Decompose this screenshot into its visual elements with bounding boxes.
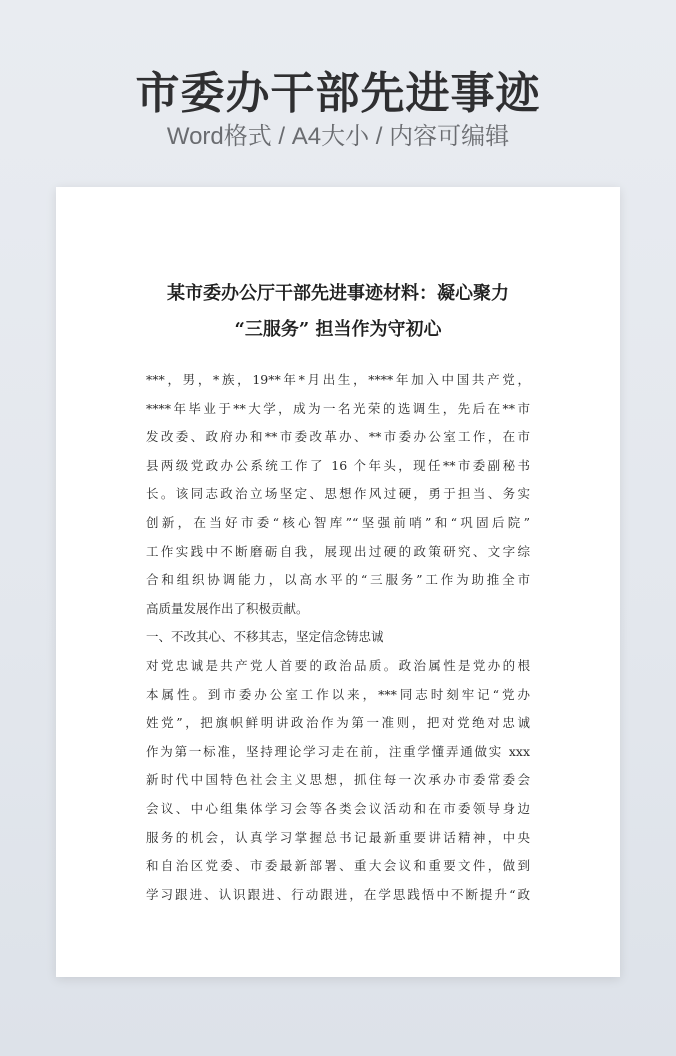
body-line: 工作实践中不断磨砺自我，展现出过硬的政策研究、文字综 bbox=[146, 543, 530, 559]
page-subtitle: Word格式 / A4大小 / 内容可编辑 bbox=[166, 123, 510, 150]
body-line: 新时代中国特色社会主义思想，抓住每一次承办市委常委会 bbox=[146, 772, 530, 788]
body-line: 发改委、政府办和**市委改革办、**市委办公室工作，在市 bbox=[146, 429, 530, 445]
body-line: 对党忠诚是共产党人首要的政治品质。政治属性是党办的根 bbox=[146, 657, 530, 673]
document-body bbox=[146, 366, 530, 909]
document-title-line: 某市委办公厅干部先进事迹材料：凝心聚力 bbox=[167, 283, 509, 304]
document-title-line: “三服务” 担当作为守初心 bbox=[234, 319, 442, 340]
document-page bbox=[56, 187, 620, 977]
body-line: 创新，在当好市委“核心智库”“坚强前哨”和“巩固后院” bbox=[146, 514, 530, 530]
body-line: ****年毕业于**大学，成为一名光荣的选调生，先后在**市 bbox=[146, 400, 530, 416]
body-line: 姓党”，把旗帜鲜明讲政治作为第一准则，把对党绝对忠诚 bbox=[146, 715, 530, 731]
page-title: 市委办干部先进事迹 bbox=[135, 68, 541, 119]
body-line: 学习跟进、认识跟进、行动跟进，在学思践悟中不断提升“政 bbox=[146, 886, 530, 902]
body-line: 和自治区党委、市委最新部署、重大会议和重要文件，做到 bbox=[146, 858, 530, 874]
body-line: 作为第一标准，坚持理论学习走在前，注重学懂弄通做实 xxx bbox=[146, 743, 530, 759]
body-line: 服务的机会，认真学习掌握总书记最新重要讲话精神，中央 bbox=[146, 829, 530, 845]
body-line: ***，男，*族，19**年*月出生，****年加入中国共产党， bbox=[146, 372, 530, 387]
body-line: 合和组织协调能力，以高水平的“三服务”工作为助推全市 bbox=[146, 572, 530, 588]
body-line: 县两级党政办公系统工作了 16 个年头，现任**市委副秘书 bbox=[146, 457, 530, 473]
body-line: 高质量发展作出了积极贡献。 bbox=[146, 600, 309, 616]
body-line: 长。该同志政治立场坚定、思想作风过硬，勇于担当、务实 bbox=[146, 486, 530, 502]
body-line: 本属性。到市委办公室工作以来，***同志时刻牢记“党办 bbox=[146, 686, 530, 702]
section-heading: 一、不改其心、不移其志，坚定信念铸忠诚 bbox=[146, 629, 384, 645]
body-line: 会议、中心组集体学习会等各类会议活动和在市委领导身边 bbox=[146, 800, 530, 816]
